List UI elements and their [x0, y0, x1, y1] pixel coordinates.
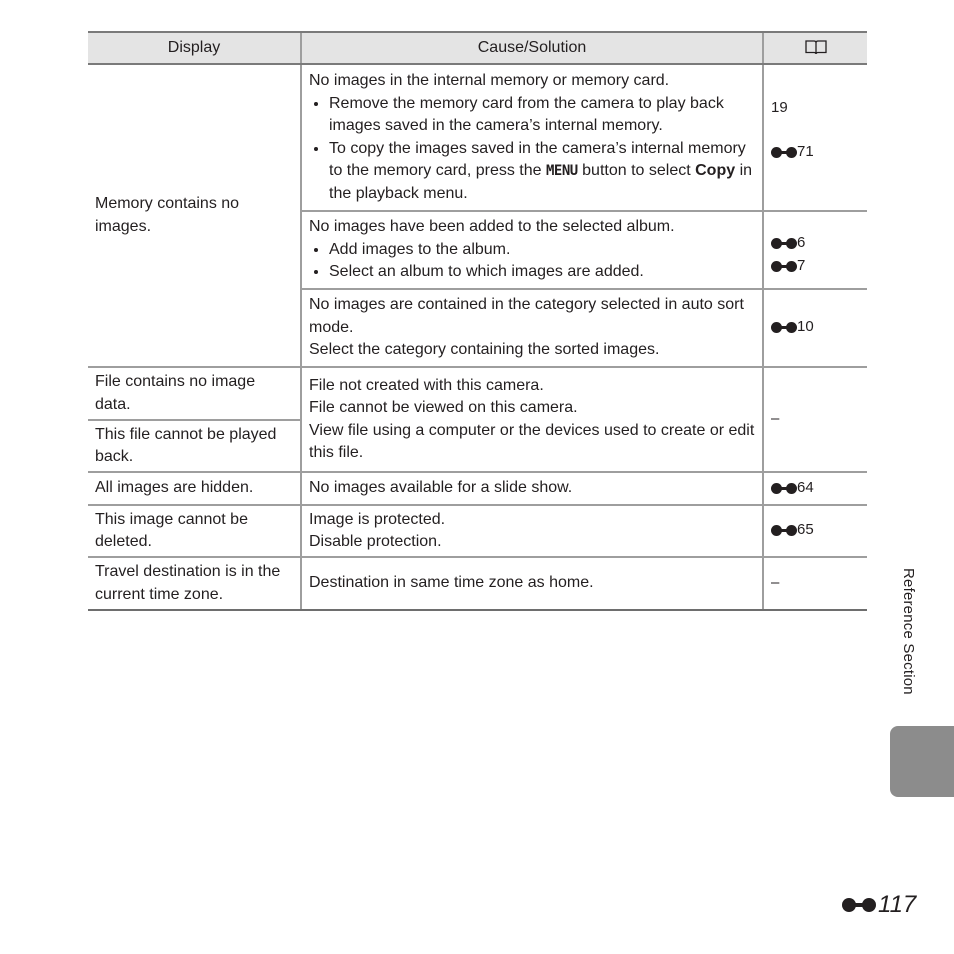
reference-section-icon	[842, 898, 876, 912]
ref-cell: 10	[763, 289, 867, 367]
cause-no-images: No images in the internal memory or memory card. • Remove the memory card from the camera to play back images saved in the camera’s internal memory. • To copy the images saved in the camera’s internal memory to the memory card, press the MENU button to select Copy in the playback menu.	[301, 64, 763, 211]
cause-file-not-created: File not created with this camera. File cannot be viewed on this camera. View file using a computer or the devices used to create or edit this file.	[301, 367, 763, 472]
page-number: 117	[842, 891, 916, 919]
cause-same-time-zone: Destination in same time zone as home.	[301, 557, 763, 610]
display-images-hidden: All images are hidden.	[88, 472, 301, 505]
ref-cell: –	[763, 557, 867, 610]
table-row	[88, 472, 867, 505]
section-label: Reference Section	[900, 568, 917, 695]
cause-category-empty: No images are contained in the category selected in auto sort mode. Select the category containing the sorted images.	[301, 289, 763, 367]
display-no-image-data: File contains no image data.	[88, 367, 301, 420]
reference-section-icon	[771, 483, 797, 494]
reference-section-icon	[771, 525, 797, 536]
menu-button-label: MENU	[545, 163, 578, 179]
cause-no-slideshow-images: No images available for a slide show.	[301, 472, 763, 505]
cause-image-protected: Image is protected. Disable protection.	[301, 505, 763, 557]
reference-section-icon	[771, 261, 797, 272]
header-reference	[763, 32, 867, 64]
table-row	[88, 505, 867, 557]
table-row	[88, 557, 867, 610]
display-cannot-delete: This image cannot be deleted.	[88, 505, 301, 557]
ref-cell: 19 71	[763, 64, 867, 211]
table-row	[88, 367, 867, 420]
reference-section-icon	[771, 238, 797, 249]
book-icon	[804, 39, 828, 55]
ref-cell: –	[763, 367, 867, 472]
display-memory-no-images: Memory contains no images.	[88, 64, 301, 367]
display-same-time-zone: Travel destination is in the current time zone.	[88, 557, 301, 610]
ref-cell: 65	[763, 505, 867, 557]
header-cause: Cause/Solution	[301, 32, 763, 64]
ref-cell: 6 7	[763, 211, 867, 289]
table-header-row	[88, 32, 867, 64]
reference-section-icon	[771, 322, 797, 333]
cause-album-empty: No images have been added to the selected album. • Add images to the album. • Select an album to which images are added.	[301, 211, 763, 289]
section-tab	[890, 726, 954, 797]
error-message-table	[88, 31, 867, 611]
ref-cell: 64	[763, 472, 867, 505]
display-cannot-play: This file cannot be played back.	[88, 420, 301, 472]
reference-section-icon	[771, 147, 797, 158]
header-display: Display	[88, 32, 301, 64]
table-row	[88, 64, 867, 211]
